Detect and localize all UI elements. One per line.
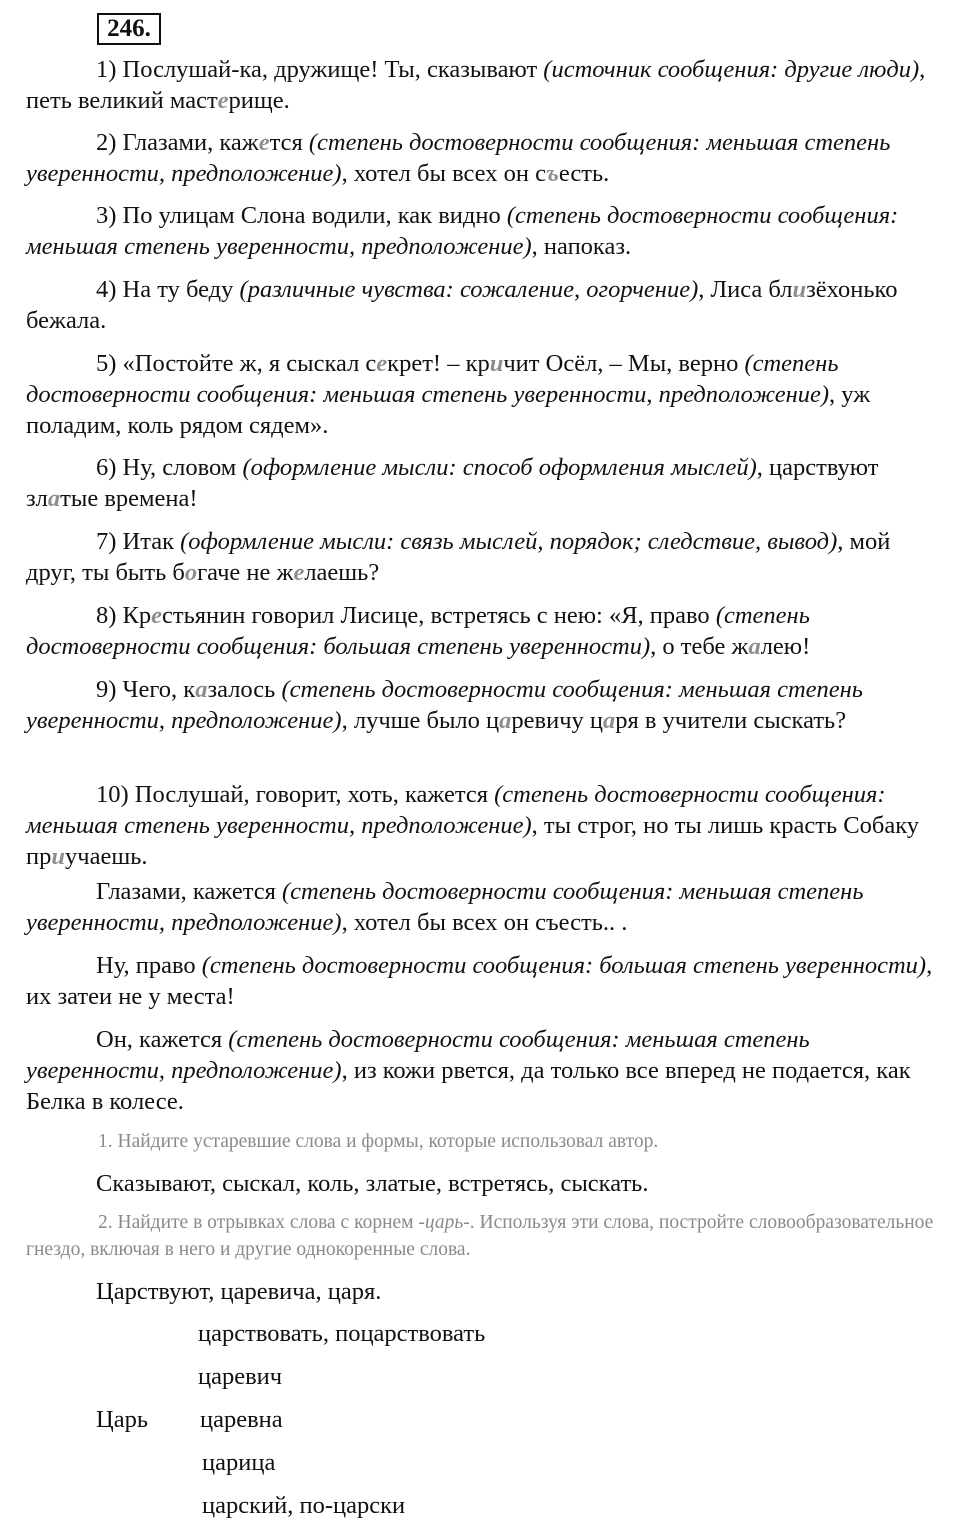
nest-word-3: царевна: [200, 1406, 283, 1433]
text-run: рище.: [228, 87, 290, 114]
sentence-4: [26, 274, 941, 336]
sentence-8: [26, 600, 941, 662]
italic-comment: (различные чувства: сожаление, огорчение): [239, 276, 699, 303]
text-run: Ну, право: [96, 952, 202, 979]
highlighted-letter: и: [792, 276, 807, 303]
answer-1: Сказывают, сыскал, коль, златые, встретясь, сыскать.: [96, 1170, 649, 1197]
italic-comment: (степень достоверности сообщения: меньшая степень уверенности, предположение): [26, 129, 891, 187]
text-run: -. Используя эти слова, постройте словообразовательное гнездо, включая в него и другие однокоренные слова.: [26, 1212, 934, 1260]
text-run: , царствуют зл: [26, 454, 879, 512]
text-run: гаче не ж: [197, 559, 294, 586]
nest-word-4: царица: [202, 1449, 276, 1476]
text-run: , о тебе ж: [650, 633, 749, 660]
italic-comment: (источник сообщения: другие люди): [543, 56, 920, 83]
highlighted-letter: а: [499, 707, 512, 734]
text-run: , ты строг, но ты лишь красть Собаку пр: [26, 812, 920, 870]
text-run: 2. Найдите в отрывках слова с корнем -: [98, 1212, 425, 1233]
sentence-7: [26, 526, 941, 588]
text-run: лею!: [760, 633, 811, 660]
text-run: , уж поладим, коль рядом сядем».: [26, 381, 871, 439]
text-run: учаешь.: [65, 843, 148, 870]
nest-root: Царь: [96, 1406, 148, 1433]
text-run: ревичу ц: [511, 707, 604, 734]
text-run: , напоказ.: [531, 233, 632, 260]
text-run: 3) По улицам Слона водили, как видно: [96, 202, 507, 229]
highlighted-letter: а: [748, 633, 761, 660]
text-run: , мой друг, ты быть б: [26, 528, 891, 586]
text-run: , хотел бы всех он с: [341, 160, 546, 187]
italic-comment: царь: [424, 1212, 464, 1233]
text-run: 8) Кр: [96, 602, 152, 629]
highlighted-letter: а: [47, 485, 61, 512]
text-run: , их затеи не у места!: [26, 952, 933, 1010]
italic-comment: (степень достоверности сообщения: меньшая степень уверенности, предположение): [26, 1026, 810, 1084]
text-run: тся: [269, 129, 309, 156]
sentence-11: [26, 876, 941, 938]
highlighted-letter: е: [293, 559, 305, 586]
sentence-1: [26, 54, 941, 116]
highlighted-letter: и: [489, 350, 504, 377]
italic-comment: (степень достоверности сообщения: меньшая степень уверенности, предположение): [26, 676, 863, 734]
question-1: 1. Найдите устаревшие слова и формы, которые использовал автор.: [98, 1131, 659, 1152]
nest-word-1: царствовать, поцарствовать: [198, 1320, 486, 1347]
nest-word-5: царский, по-царски: [202, 1492, 406, 1519]
sentence-3: [26, 200, 941, 262]
text-run: зёхонько бежала.: [26, 276, 898, 334]
italic-comment: (степень достоверности сообщения: большая степень уверенности): [201, 952, 927, 979]
text-run: стьянин говорил Лисице, встретясь с нею: «Я, право: [162, 602, 716, 629]
text-run: 9) Чего, к: [96, 676, 196, 703]
italic-comment: (степень достоверности сообщения: меньшая степень уверенности, предположение): [26, 350, 839, 408]
text-run: ря в учители сыскать?: [615, 707, 847, 734]
highlighted-letter: а: [603, 707, 616, 734]
text-run: 2) Глазами, каж: [96, 129, 259, 156]
sentence-9: [26, 674, 941, 736]
highlighted-letter: е: [151, 602, 162, 629]
text-run: Глазами, кажется: [96, 878, 282, 905]
text-run: 10) Послушай, говорит, хоть, кажется: [96, 781, 495, 808]
text-run: , из кожи рвется, да только все вперед не подается, как Белка в колесе.: [26, 1057, 911, 1115]
text-run: 6) Ну, словом: [96, 454, 243, 481]
text-run: , петь великий маст: [26, 56, 926, 114]
italic-comment: (степень достоверности сообщения: большая степень уверенности): [26, 602, 810, 660]
text-run: 4) На ту беду: [96, 276, 240, 303]
text-run: , хотел бы всех он съесть.. .: [341, 909, 628, 936]
sentence-13: [26, 1024, 941, 1117]
sentence-5: [26, 348, 941, 441]
text-run: крет! – кр: [387, 350, 490, 377]
sentence-6: [26, 452, 941, 514]
highlighted-letter: е: [217, 87, 229, 114]
nest-word-2: царевич: [198, 1363, 283, 1390]
question-2: [26, 1209, 941, 1263]
text-run: 7) Итак: [96, 528, 181, 555]
sentence-2: [26, 127, 941, 189]
highlighted-letter: е: [258, 129, 270, 156]
highlighted-letter: е: [376, 350, 388, 377]
italic-comment: (оформление мысли: связь мыслей, порядок; следствие, вывод): [180, 528, 838, 555]
answer-2: Царствуют, царевича, царя.: [96, 1278, 382, 1305]
text-run: есть.: [558, 160, 610, 187]
sentence-10: [26, 779, 941, 872]
highlighted-letter: а: [195, 676, 208, 703]
italic-comment: (степень достоверности сообщения: меньшая степень уверенности, предположение): [26, 781, 886, 839]
text-run: , Лиса бл: [698, 276, 793, 303]
italic-comment: (степень достоверности сообщения: меньшая степень уверенности, предположение): [26, 878, 864, 936]
text-run: 5) «Постойте ж, я сыскал с: [96, 350, 377, 377]
sentence-12: [26, 950, 941, 1012]
italic-comment: (оформление мысли: способ оформления мыслей): [242, 454, 757, 481]
text-run: лаешь?: [304, 559, 380, 586]
italic-comment: (степень достоверности сообщения: меньшая степень уверенности, предположение): [26, 202, 899, 260]
exercise-number: 246.: [97, 13, 161, 45]
highlighted-letter: ъ: [545, 160, 559, 187]
text-run: , лучше было ц: [341, 707, 500, 734]
text-run: Он, кажется: [96, 1026, 229, 1053]
text-run: чит Осёл, – Мы, верно: [503, 350, 745, 377]
text-run: 1) Послушай-ка, дружище! Ты, сказывают: [96, 56, 544, 83]
highlighted-letter: о: [184, 559, 198, 586]
text-run: тые времена!: [60, 485, 198, 512]
highlighted-letter: и: [51, 843, 66, 870]
text-run: залось: [207, 676, 282, 703]
